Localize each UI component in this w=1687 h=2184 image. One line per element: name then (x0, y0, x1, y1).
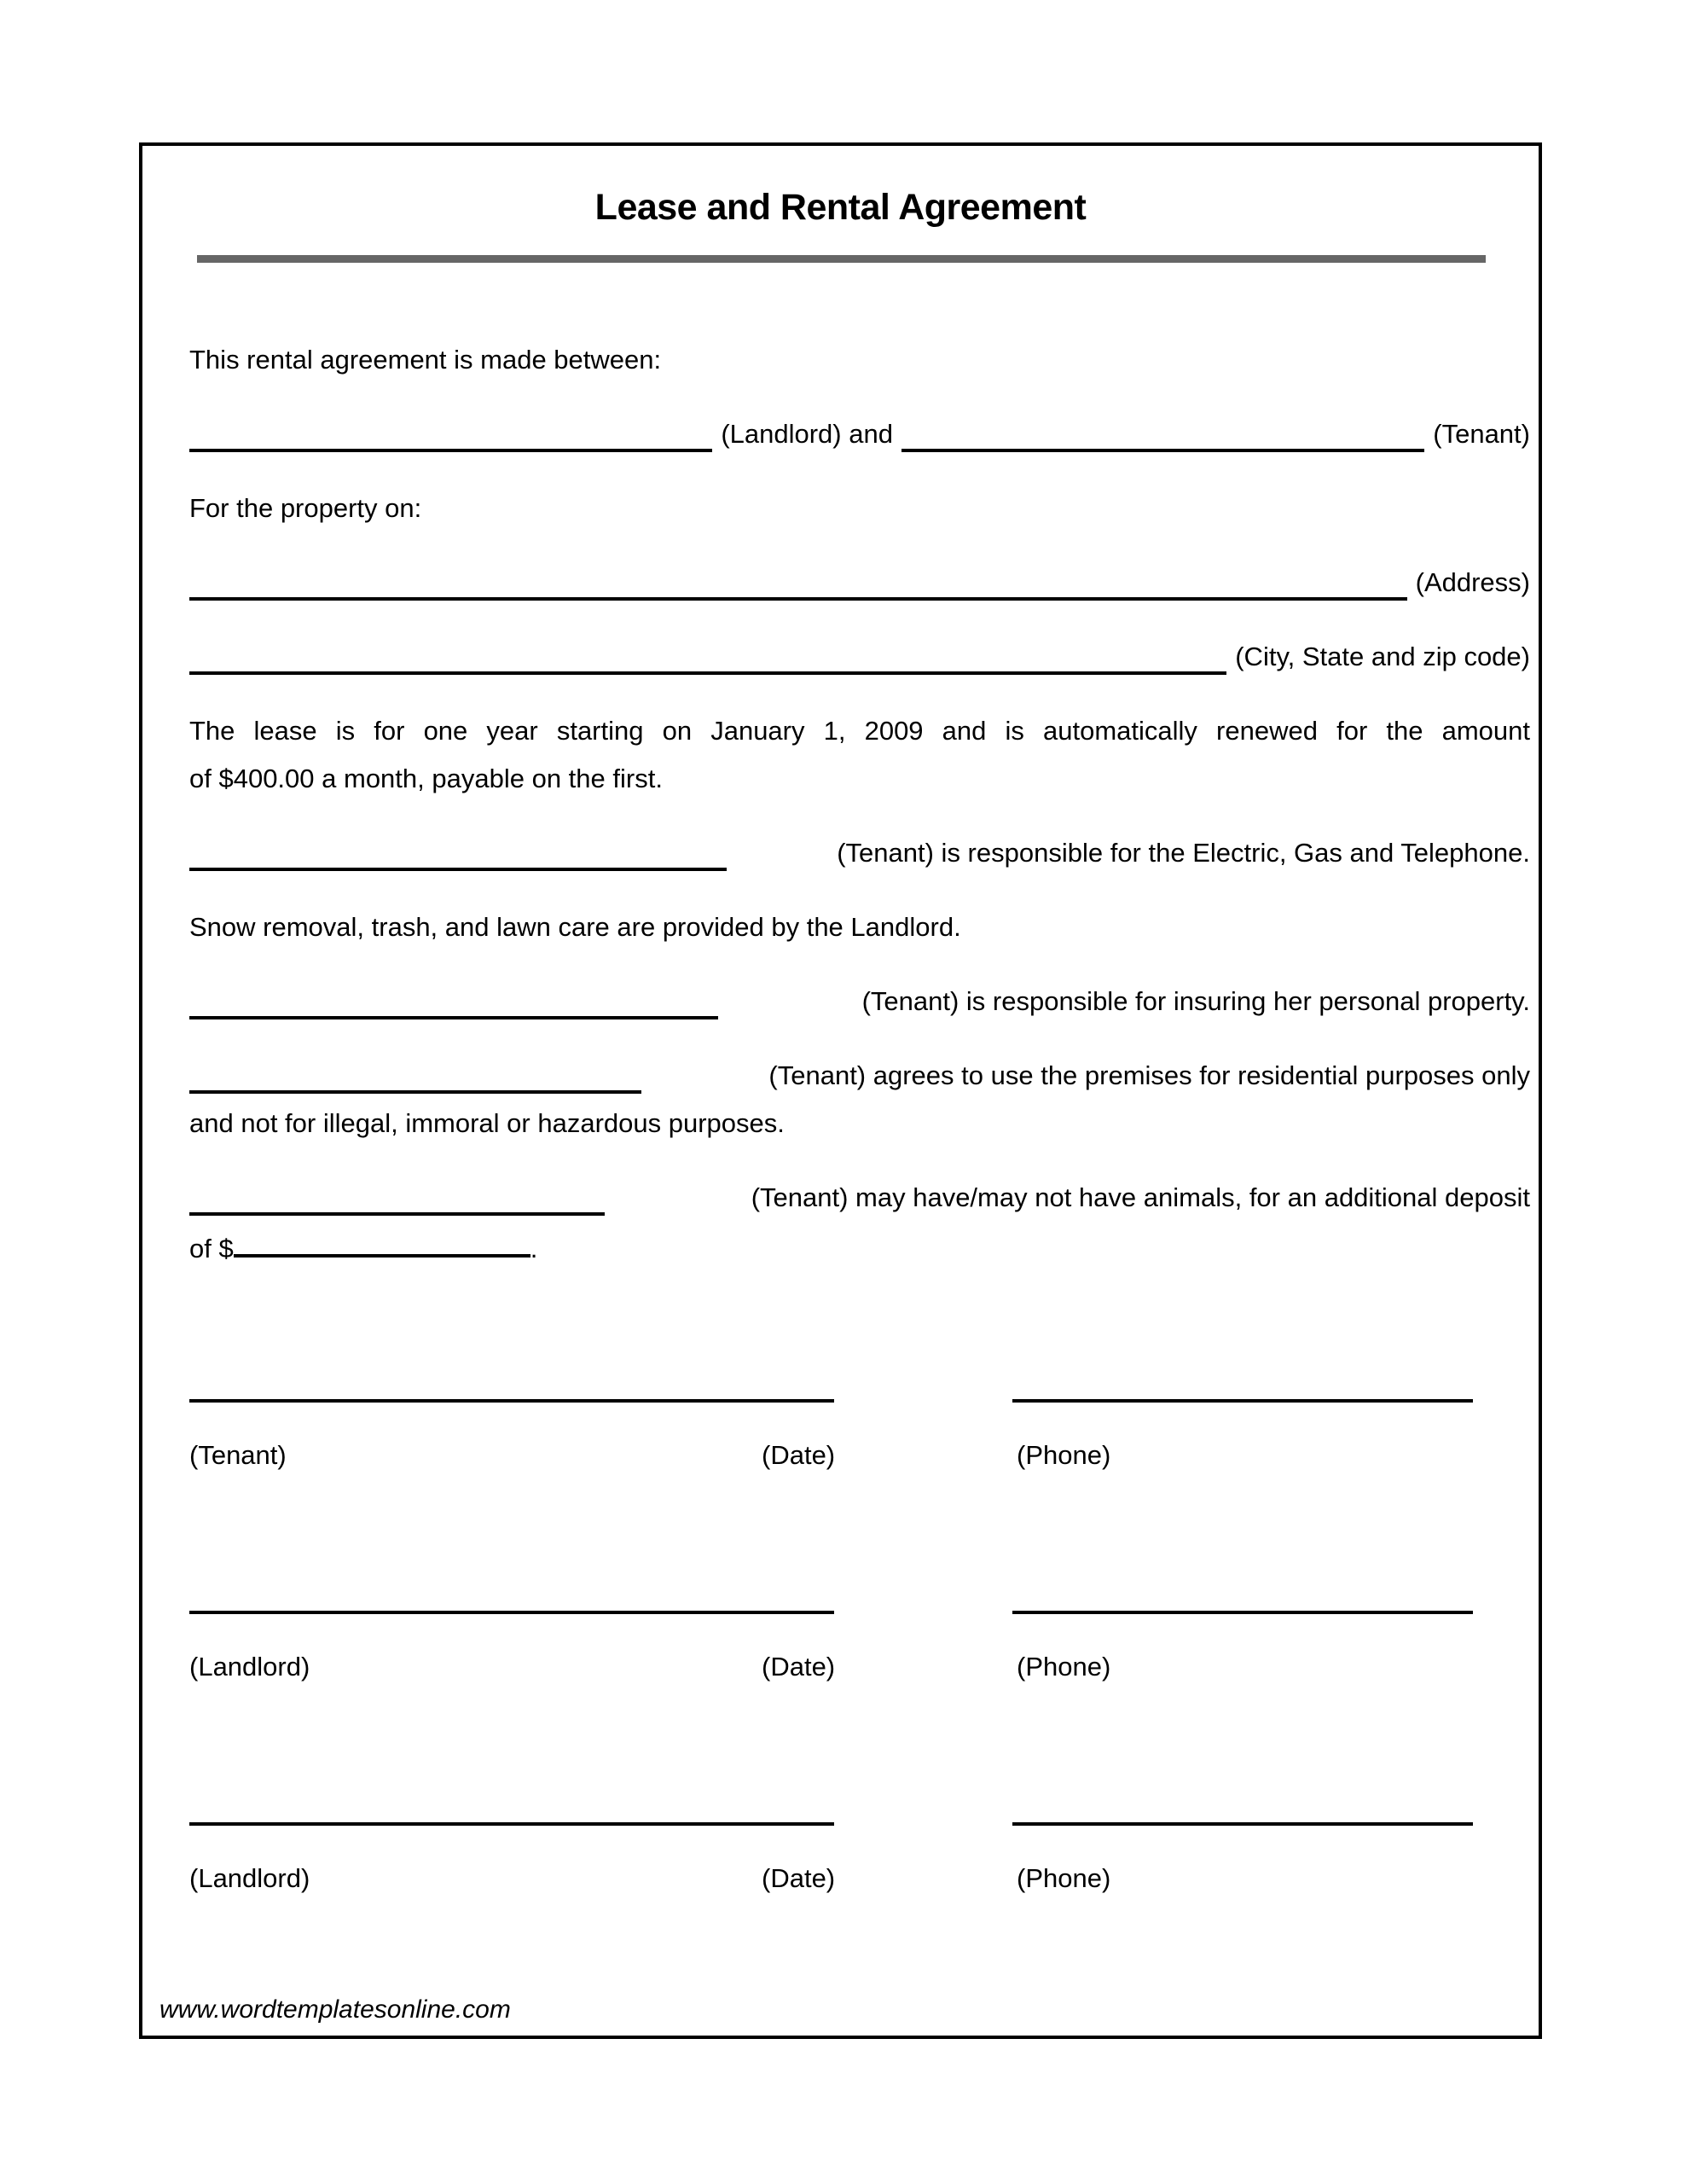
utilities-clause-text: (Tenant) is responsible for the Electric, Gas and Telephone. (837, 838, 1530, 868)
utilities-tenant-blank (189, 835, 727, 871)
landlord2-signature-label: (Landlord) (189, 1863, 310, 1893)
signature-block-landlord-2 (189, 1822, 1530, 1897)
title-underline-rule (197, 255, 1486, 263)
deposit-suffix: . (530, 1234, 538, 1263)
tenant-name-blank (901, 416, 1424, 452)
services-clause-text: Snow removal, trash, and lawn care are provided by the Landlord. (189, 912, 961, 942)
tenant-signature-label: (Tenant) (189, 1440, 287, 1470)
parties-row (189, 410, 1530, 458)
landlord2-phone-line (1012, 1822, 1473, 1826)
address-label: (Address) (1415, 567, 1530, 597)
footer-website: www.wordtemplatesonline.com (159, 1995, 511, 2024)
insurance-tenant-blank (189, 984, 718, 1019)
landlord-phone-label: (Phone) (1017, 1652, 1111, 1682)
signature-lines-row (189, 1611, 1530, 1614)
signature-labels-row (189, 1648, 1530, 1686)
residential-tenant-blank (189, 1058, 641, 1094)
tenant-phone-line (1012, 1399, 1473, 1403)
insurance-clause-text: (Tenant) is responsible for insuring her personal property. (861, 986, 1530, 1016)
signature-block-tenant (189, 1399, 1530, 1474)
signature-labels-row (189, 1437, 1530, 1474)
utilities-clause-row (189, 829, 1530, 877)
residential-clause-line1-row (189, 1052, 1530, 1100)
signature-labels-row (189, 1860, 1530, 1897)
tenant-phone-label: (Phone) (1017, 1440, 1111, 1470)
property-heading: For the property on: (189, 493, 422, 523)
city-state-zip-row (189, 633, 1530, 681)
animals-tenant-blank (189, 1180, 605, 1216)
landlord2-signature-date-line (189, 1822, 834, 1826)
animals-clause-line1-row (189, 1174, 1530, 1222)
deposit-prefix: of $ (189, 1234, 234, 1263)
address-blank (189, 565, 1407, 601)
lease-terms-paragraph (189, 707, 1530, 803)
landlord-phone-line (1012, 1611, 1473, 1614)
residential-clause-line2: and not for illegal, immoral or hazardous purposes. (189, 1108, 785, 1138)
animals-clause-line1: (Tenant) may have/may not have animals, for an additional deposit (751, 1182, 1530, 1212)
signature-block-landlord-1 (189, 1611, 1530, 1686)
signatures-section (189, 1399, 1530, 1897)
animals-clause-line2 (189, 1222, 1530, 1273)
intro-text: This rental agreement is made between: (189, 345, 662, 375)
landlord2-phone-label: (Phone) (1017, 1863, 1111, 1893)
document-title: Lease and Rental Agreement (594, 187, 1087, 228)
lease-agreement-page (139, 142, 1542, 2039)
residential-clause (189, 1052, 1530, 1147)
city-state-zip-label: (City, State and zip code) (1235, 642, 1530, 671)
animals-clause (189, 1174, 1530, 1273)
signature-lines-row (189, 1822, 1530, 1826)
lease-terms-line2: of $400.00 a month, payable on the first. (189, 764, 663, 793)
landlord2-date-label: (Date) (762, 1863, 836, 1893)
landlord-name-blank (189, 416, 712, 452)
tenant-label: (Tenant) (1433, 419, 1530, 449)
address-row (189, 559, 1530, 607)
landlord-signature-date-line (189, 1611, 834, 1614)
lease-terms-line1: The lease is for one year starting on January 1, 2009 and is automatically renewed for the amount (189, 716, 1530, 746)
insurance-clause-row (189, 978, 1530, 1025)
landlord-signature-label: (Landlord) (189, 1652, 310, 1682)
tenant-signature-date-line (189, 1399, 834, 1403)
landlord-label: (Landlord) and (721, 419, 893, 449)
tenant-date-label: (Date) (762, 1440, 836, 1470)
signature-lines-row (189, 1399, 1530, 1403)
city-state-zip-blank (189, 639, 1226, 675)
residential-clause-line1: (Tenant) agrees to use the premises for residential purposes only (768, 1060, 1530, 1090)
landlord-date-label: (Date) (762, 1652, 836, 1682)
document-body (142, 336, 1539, 1897)
deposit-amount-blank (234, 1222, 530, 1258)
